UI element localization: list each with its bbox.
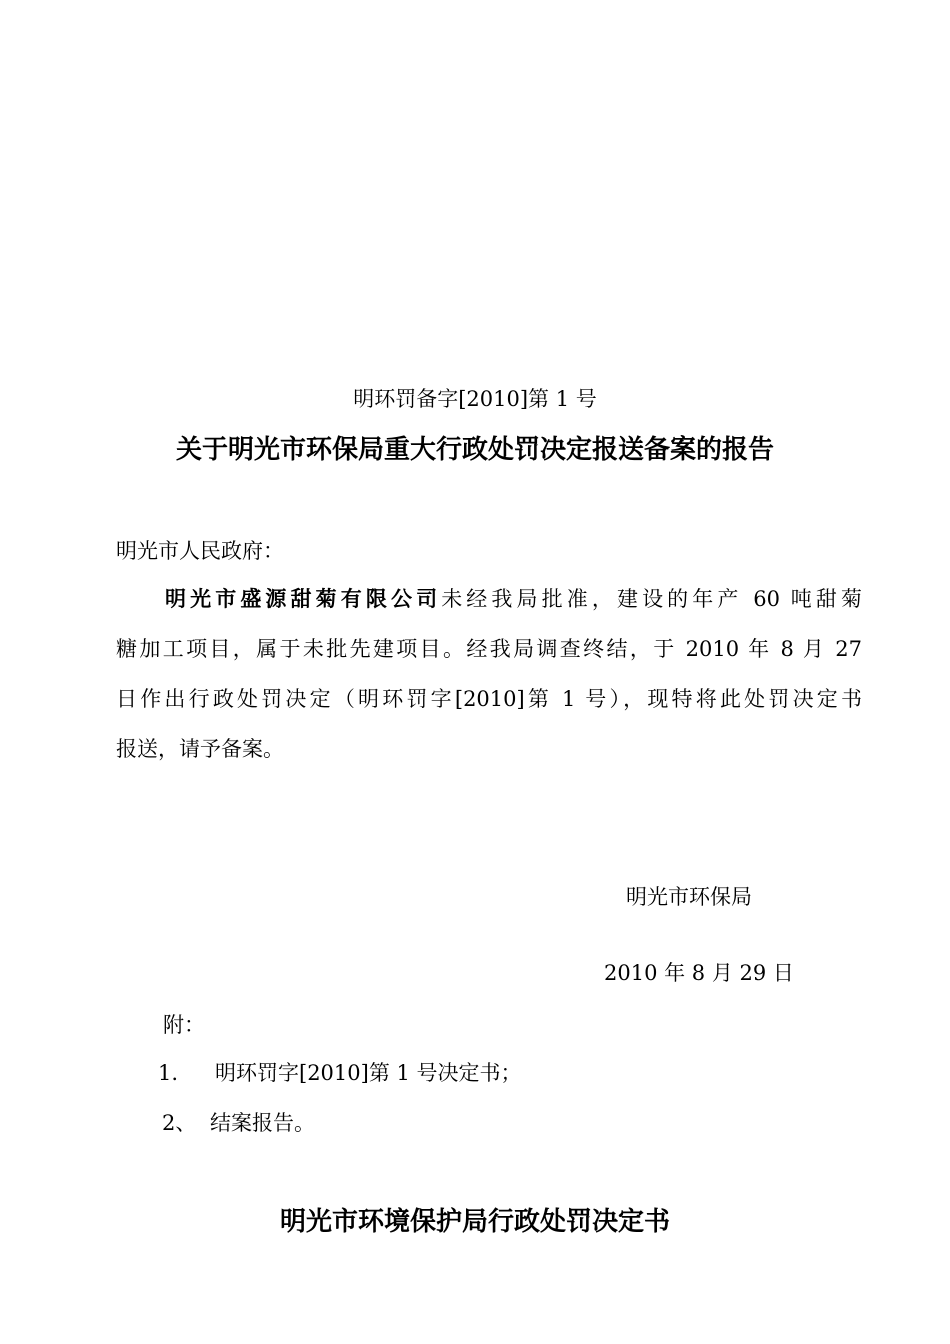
report-title: 关于明光市环保局重大行政处罚决定报送备案的报告: [175, 435, 774, 465]
body-line-4: 报送，请予备案。: [116, 737, 284, 761]
addressee: 明光市人民政府：: [116, 539, 284, 563]
body-line-1: [165, 586, 862, 612]
document-number: 明环罚备字[2010]第 1 号: [353, 387, 597, 411]
attachment-item-2-text: 结案报告。: [210, 1111, 315, 1135]
attachments-label: 附：: [163, 1013, 205, 1037]
attachment-item-2-index: 2、: [162, 1111, 197, 1135]
next-document-title: 明光市环境保护局行政处罚决定书: [279, 1207, 670, 1237]
attachment-item-1-index: 1.: [158, 1061, 179, 1085]
signature-organization: 明光市环保局: [626, 885, 752, 909]
signature-date: 2010 年 8 月 29 日: [604, 961, 794, 985]
company-name: 明光市盛源甜菊有限公司: [165, 587, 442, 611]
body-line-1-rest: 未经我局批准，建设的年产 60 吨甜菊: [441, 587, 863, 611]
body-line-3: 日作出行政处罚决定（明环罚字[2010]第 1 号），现特将此处罚决定书: [116, 687, 862, 711]
attachment-item-1-text: 明环罚字[2010]第 1 号决定书；: [215, 1061, 522, 1085]
body-line-2: 糖加工项目，属于未批先建项目。经我局调查终结，于 2010 年 8 月 27: [116, 637, 862, 661]
